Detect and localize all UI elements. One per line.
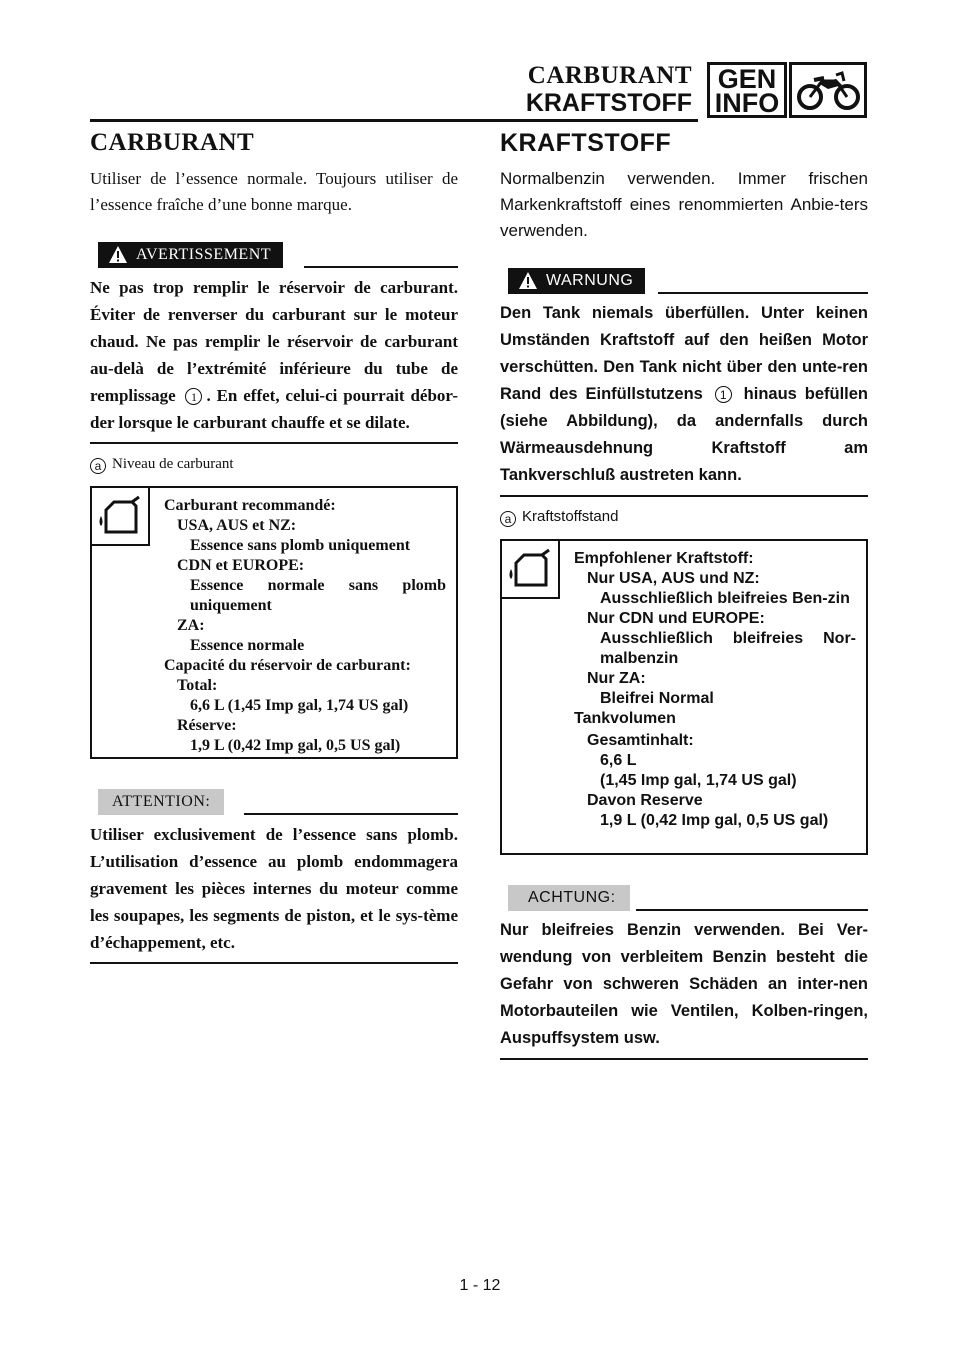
fuel-spec-box-de <box>500 539 868 855</box>
spec-total-value-fr: 6,6 L (1,45 Imp gal, 1,74 US gal) <box>190 697 409 714</box>
warning-badge-fr <box>98 242 283 268</box>
spec-total-fr: Total: <box>177 677 218 694</box>
callout-a-fr: a <box>90 458 106 474</box>
warning-text-de <box>500 300 868 489</box>
spec-reserve-value-fr: 1,9 L (0,42 Imp gal, 0,5 US gal) <box>190 737 401 754</box>
warning-header-rule-fr <box>304 266 458 268</box>
reference-item-de <box>500 507 868 527</box>
header-title-fr: CARBURANT <box>527 62 692 89</box>
reference-text-fr: Niveau de carburant <box>112 456 234 472</box>
reference-item-fr <box>90 454 458 474</box>
attention-badge-fr: ATTENTION: <box>98 789 224 815</box>
warning-end-rule-de <box>500 495 868 497</box>
spec-heading-fr: Carburant recommandé: <box>164 497 336 514</box>
spec-capacity-de: Tankvolumen <box>574 710 676 727</box>
fuel-spec-content-fr <box>164 488 456 768</box>
spec-region2-value-de: Ausschließlich bleifreies Nor-malbenzin <box>600 630 856 667</box>
section-badge-line-1: GEN <box>717 64 777 94</box>
reference-text-de: Kraftstoffstand <box>522 508 619 525</box>
spec-region1-fr: USA, AUS et NZ: <box>177 517 297 534</box>
warning-text-fr-part-1: Ne pas trop remplir le réservoir de carburant. Éviter de renverser du carburant sur le moteur chaud. Ne pas remplir le réservoir de carburant au-delà de l’extrémité inférieure du tube de remplissage <box>90 278 458 405</box>
warning-end-rule-fr <box>90 442 458 444</box>
spec-reserve-fr: Réserve: <box>177 717 237 734</box>
fuel-spec-box-fr <box>90 486 458 759</box>
page-number: 1 - 12 <box>459 1277 501 1294</box>
column-french <box>90 128 458 964</box>
warning-triangle-icon <box>108 245 128 264</box>
fuel-can-icon-cell-de <box>502 541 560 599</box>
attention-end-rule-fr <box>90 962 458 964</box>
column-german <box>500 128 868 1060</box>
motorcycle-icon <box>792 65 864 115</box>
header-title-de: KRAFTSTOFF <box>525 89 692 117</box>
spec-region1-de: Nur USA, AUS und NZ: <box>587 570 760 587</box>
spec-region1-value-fr: Essence sans plomb uniquement <box>190 537 411 554</box>
warning-label-fr: AVERTISSEMENT <box>136 246 272 263</box>
warning-header-fr <box>90 242 458 268</box>
warning-triangle-icon <box>518 271 538 290</box>
attention-header-rule-de <box>636 909 868 911</box>
warning-text-fr-part-2: . En effet, celui-ci pourrait débor-der lorsque le carburant chauffe et se dilate. <box>90 386 458 432</box>
spec-region1-value-de: Ausschließlich bleifreies Ben-zin <box>600 590 850 607</box>
fuel-can-icon <box>502 541 556 595</box>
spec-total-value-2-de: (1,45 Imp gal, 1,74 US gal) <box>600 772 797 789</box>
spec-region3-value-fr: Essence normale <box>190 637 305 654</box>
spec-capacity-fr: Capacité du réservoir de carburant: <box>164 657 411 674</box>
spec-region3-de: Nur ZA: <box>587 670 646 687</box>
attention-text-de: Nur bleifreies Benzin verwenden. Bei Ver-wendung von verbleitem Benzin besteht die Gefahr von schweren Schäden an inter-nen Motorbauteilen wie Ventilen, Kolben-ringen, Auspuffsystem usw. <box>500 921 868 1047</box>
spec-region3-value-de: Bleifrei Normal <box>600 690 714 707</box>
fuel-spec-content-de <box>574 541 866 843</box>
callout-1-de: 1 <box>715 386 732 403</box>
spec-region2-value-fr: Essence normale sans plomb uniquement <box>190 577 446 614</box>
warning-text-fr <box>90 274 458 436</box>
section-badge-gen-info <box>707 62 787 118</box>
section-badge-line-2: INFO <box>714 88 780 118</box>
motorcycle-icon-box <box>789 62 867 118</box>
spec-heading-de: Empfohlener Kraftstoff: <box>574 550 754 567</box>
fuel-can-icon <box>92 488 146 542</box>
attention-header-rule-fr <box>244 813 458 815</box>
section-title-de: KRAFTSTOFF <box>500 129 672 157</box>
spec-region3-fr: ZA: <box>177 617 205 634</box>
warning-badge-de <box>508 268 645 294</box>
warning-header-rule-de <box>658 292 868 294</box>
spec-region2-fr: CDN et EUROPE: <box>177 557 305 574</box>
attention-end-rule-de <box>500 1058 868 1060</box>
fuel-can-icon-cell-fr <box>92 488 150 546</box>
callout-a-de: a <box>500 511 516 527</box>
attention-badge-de: ACHTUNG: <box>508 885 630 911</box>
section-title-fr: CARBURANT <box>90 129 255 156</box>
header-rule <box>90 119 698 122</box>
callout-1-fr: 1 <box>185 388 202 405</box>
spec-total-value-1-de: 6,6 L <box>600 752 637 769</box>
attention-text-fr: Utiliser exclusivement de l’essence sans plomb. L’utilisation d’essence au plomb endommagera gravement les pièces internes du moteur comme les soupapes, les segments de piston, et le sys-tème d’échappement, etc. <box>90 825 458 952</box>
intro-paragraph-de: Normalbenzin verwenden. Immer frischen Markenkraftstoff eines renommierten Anbie-ters verwenden. <box>500 169 868 240</box>
attention-header-de <box>500 885 868 911</box>
attention-header-fr <box>90 789 458 815</box>
warning-label-de: WARNUNG <box>546 272 634 289</box>
spec-reserve-value-de: 1,9 L (0,42 Imp gal, 0,5 US gal) <box>600 812 829 829</box>
spec-total-de: Gesamtinhalt: <box>587 732 694 749</box>
warning-text-de-part-2: hinaus befüllen (siehe Abbildung), da andernfalls durch Wärmeausdehnung Kraftstoff am Tankverschluß austreten kann. <box>500 385 868 484</box>
warning-text-de-part-1: Den Tank niemals überfüllen. Unter keinen Umständen Kraftstoff auf den heißen Motor verschütten. Den Tank nicht über den unte-ren Rand des Einfüllstutzens <box>500 304 868 403</box>
warning-header-de <box>500 268 868 294</box>
spec-region2-de: Nur CDN und EUROPE: <box>587 610 765 627</box>
intro-paragraph-fr: Utiliser de l’essence normale. Toujours utiliser de l’essence fraîche d’une bonne marque. <box>90 169 458 214</box>
spec-reserve-de: Davon Reserve <box>587 792 703 809</box>
